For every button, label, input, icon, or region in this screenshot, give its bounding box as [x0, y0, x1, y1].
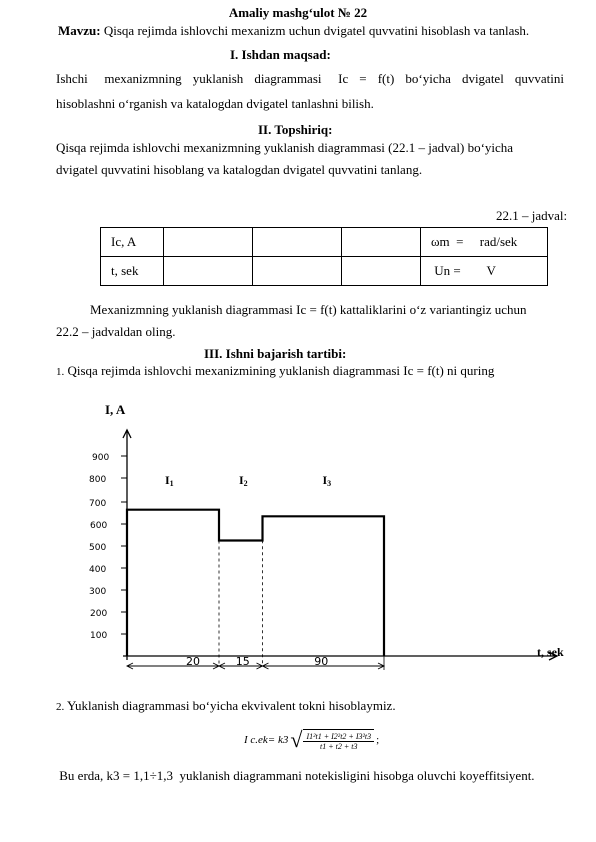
- formula-numerator: I1²t1 + I2²t2 + I3²t3: [303, 732, 374, 742]
- step2-line: [56, 698, 396, 715]
- footer-note: Bu erda, k3 = 1,1÷1,3 yuklanish diagrammani notekisligini hisobga oluvchi koyeffitsiyent.: [56, 768, 535, 783]
- note-line2: 22.2 – jadvaldan oling.: [56, 324, 176, 339]
- segment-label: I3: [322, 473, 332, 488]
- table-cell: [342, 257, 421, 286]
- table-row: [101, 228, 548, 257]
- step1-text: Qisqa rejimda ishlovchi mexanizmining yuklanish diagrammasi Ic = f(t) ni quring: [67, 363, 495, 378]
- y-tick-label: 900: [92, 453, 110, 463]
- chart-axes: [89, 402, 564, 660]
- table-cell-label: t, sek: [101, 257, 164, 286]
- section2-heading: II. Topshiriq:: [258, 122, 333, 137]
- step1-line: [56, 363, 494, 380]
- note-line1: Mexanizmning yuklanish diagrammasi Ic = f(t) kattaliklarini o‘z variantingiz uchun: [90, 302, 527, 317]
- formula-denominator: t1 + t2 + t3: [320, 742, 358, 751]
- step1-number: 1.: [56, 366, 65, 378]
- step2-text: Yuklanish diagrammasi bo‘yicha ekvivalent tokni hisoblaymiz.: [67, 698, 396, 713]
- section2-line2: dvigatel quvvatini hisoblang va katalogdan dvigatel quvvatini tanlang.: [56, 162, 423, 177]
- table-cell: [253, 257, 342, 286]
- formula-tail: ;: [376, 734, 380, 746]
- sqrt-icon: √: [290, 727, 303, 752]
- section1-heading: I. Ishdan maqsad:: [230, 47, 331, 62]
- table-cell-voltage: Un = V: [421, 257, 548, 286]
- topic-text: Qisqa rejimda ishlovchi mexanizm uchun dvigatel quvvatini hisoblash va tanlash.: [103, 23, 530, 38]
- section2-line1: Qisqa rejimda ishlovchi mexanizmning yuklanish diagrammasi (22.1 – jadval) bo‘yicha: [56, 140, 514, 155]
- duration-label: 15: [235, 655, 250, 668]
- topic-line: [58, 23, 529, 39]
- y-axis-label: I, A: [105, 402, 126, 417]
- formula-lhs: I c.ek= k3: [244, 734, 289, 746]
- load-diagram-chart: [0, 390, 596, 690]
- page-title: Amaliy mashg‘ulot № 22: [228, 5, 368, 20]
- y-tick-label: 100: [90, 631, 108, 641]
- variant-table: [100, 227, 548, 286]
- y-tick-label: 200: [90, 609, 108, 619]
- y-tick-label: 800: [89, 475, 107, 485]
- segment-label: I2: [239, 473, 248, 488]
- table-cell: [164, 228, 253, 257]
- section1-line2: hisoblashni o‘rganish va katalogdan dvigatel tanlashni bilish.: [56, 96, 374, 111]
- y-tick-label: 600: [90, 521, 108, 531]
- formula-fraction: [303, 729, 374, 751]
- y-tick-label: 300: [89, 587, 107, 597]
- x-axis-label: t, sek: [537, 645, 564, 659]
- y-tick-label: 700: [89, 499, 107, 509]
- y-tick-label: 500: [89, 543, 107, 553]
- table-cell-omega: ωm = rad/sek: [421, 228, 548, 257]
- table-row: [101, 257, 548, 286]
- table-cell: [253, 228, 342, 257]
- section1-line1: Ishchi mexanizmning yuklanish diagrammasi Ic = f(t) bo‘yicha dvigatel quvvatini: [56, 71, 564, 86]
- section3-heading: III. Ishni bajarish tartibi:: [204, 346, 347, 361]
- y-tick-label: 400: [89, 565, 107, 575]
- table-cell: [164, 257, 253, 286]
- duration-label: 90: [314, 655, 329, 668]
- duration-label: 20: [186, 655, 200, 668]
- segment-label: I1: [165, 473, 174, 488]
- step2-number: 2.: [56, 701, 65, 713]
- table-cell-label: Ic, A: [101, 228, 164, 257]
- equivalent-current-formula: [244, 720, 379, 760]
- table-caption: 22.1 – jadval:: [496, 208, 568, 223]
- topic-label: Mavzu:: [58, 23, 101, 38]
- load-curve-line: [127, 510, 384, 656]
- table-cell: [342, 228, 421, 257]
- chart-marks: [127, 473, 384, 670]
